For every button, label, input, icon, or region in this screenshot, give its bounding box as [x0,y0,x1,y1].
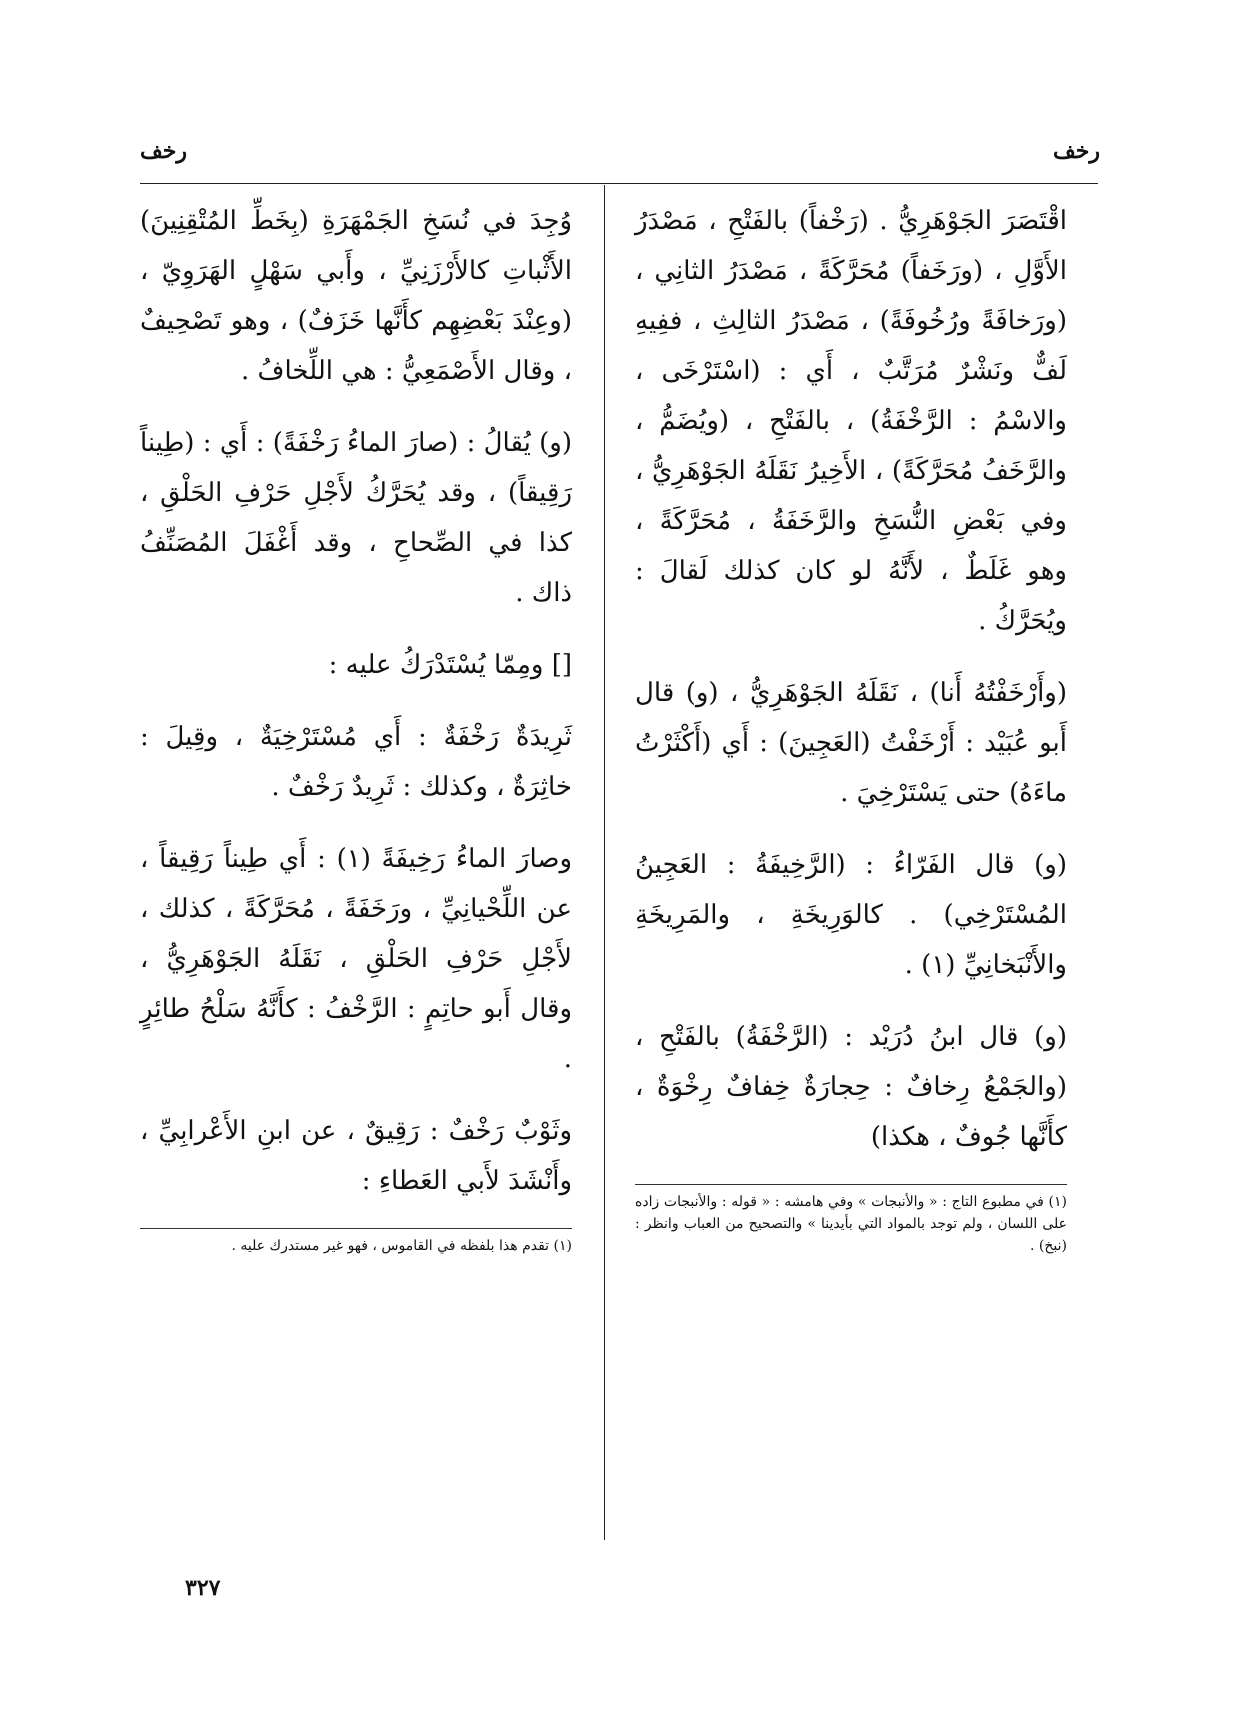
footnote-rule [140,1228,572,1229]
entry-paragraph: (و) قال الفَرّاءُ : (الرَّخِيفَةُ : العَجِينُ المُسْتَرْخِي) . كالوَرِيخَةِ ، والمَرِيخَةِ والأَنْبَخانِيِّ (١) . [635,850,1067,980]
entry-paragraph: وصارَ الماءُ رَخِيفَةً (١) : أَي طِيناً رَقِيقاً ، عن اللِّحْيانِيِّ ، ورَخَفَةً ، مُحَرَّكَةً ، كذلك ، لأَجْلِ حَرْفِ الحَلْقِ ، نَقَلَهُ الجَوْهَرِيُّ ، وقال أَبو حاتِمٍ : الرَّخْفُ : كأَنَّهُ سَلْحُ طائِرٍ . [140,844,573,1074]
page-header [140,138,1100,178]
entry-paragraph: ثَرِيدَةٌ رَخْفَةٌ : أَي مُسْتَرْخِيَةٌ ، وقِيلَ : خاثِرَةٌ ، وكذلك : ثَرِيدٌ رَخْفٌ . [140,722,572,802]
footnote: (١) تقدم هذا بلفظه في القاموس ، فهو غير مستدرك عليه . [231,1238,572,1254]
footnote-rule [635,1184,1067,1185]
entry-paragraph: وثَوْبٌ رَخْفٌ : رَقِيقٌ ، عن ابنِ الأَعْرابِيِّ ، وأَنْشَدَ لأَبي العَطاءِ : [140,1116,572,1196]
running-head-right: رخف [1053,138,1100,164]
header-rule [140,183,1098,184]
right-column [635,196,1067,1257]
column-divider [604,185,605,1540]
entry-paragraph: اقْتَصَرَ الجَوْهَرِيُّ . (رَخْفاً) بالفَتْحِ ، مَصْدَرُ الأَوَّلِ ، (ورَخَفاً) مُحَرَّكَةً ، مَصْدَرُ الثانِي ، (ورَخافَةً ورُخُوفَةً) ، مَصْدَرُ الثالِثِ ، ففِيهِ لَفٌّ ونَشْرٌ مُرَتَّبٌ ، أَي : (اسْتَرْخَى ، والاسْمُ : الرَّخْفَةُ) ، بالفَتْحِ ، (ويُضَمُّ ، والرَّخَفُ مُحَرَّكَةً) ، الأَخِيرُ نَقَلَهُ الجَوْهَرِيُّ ، وفي بَعْضِ النُّسَخِ والرَّخَفَةُ ، مُحَرَّكَةً ، وهو غَلَطٌ ، لأَنَّهُ لو كان كذلك لَقالَ : ويُحَرَّكُ . [635,206,1067,636]
running-head-left: رخف [140,138,187,164]
footnote: (١) في مطبوع التاج : « والأنبجات » وفي هامشه : « قوله : والأنبجات زاده على اللسان ، ولم توجد بالمواد التي بأيدينا » والتصحيح من العباب وانظر : (نبخ) . [635,1194,1067,1254]
entry-paragraph: (وأَرْخَفْتُهُ أَنا) ، نَقَلَهُ الجَوْهَرِيُّ ، (و) قال أَبو عُبَيْد : أَرْخَفْتُ (العَجِينَ) : أَي (أَكْثَرْتُ ماءَهُ) حتى يَسْتَرْخِيَ . [635,678,1067,808]
entry-paragraph: وُجِدَ في نُسَخِ الجَمْهَرَةِ (بِخَطِّ المُتْقِنِينَ) الأَثْباتِ كالأَرْزَنِيِّ ، وأَبي سَهْلٍ الهَرَوِيّ ، (وعِنْدَ بَعْضِهِم كأَنَّها خَزَفٌ) ، وهو تَصْحِيفٌ ، وقال الأَصْمَعِيُّ : هي اللِّخافُ . [140,206,572,386]
entry-paragraph: (و) يُقالُ : (صارَ الماءُ رَخْفَةً) : أَي : (طِيناً رَقِيقاً) ، وقد يُحَرَّكُ لأَجْلِ حَرْفِ الحَلْقِ ، كذا في الصِّحاحِ ، وقد أَغْفَلَ المُصَنِّفُ ذاك . [140,428,572,608]
left-column [140,196,572,1257]
entry-paragraph: [] ومِمّا يُسْتَدْرَكُ عليه : [328,650,572,680]
entry-paragraph: (و) قال ابنُ دُرَيْد : (الرَّخْفَةُ) بالفَتْحِ ، (والجَمْعُ رِخافٌ : حِجارَةٌ خِفافٌ رِخْوَةٌ ، كأَنَّها جُوفٌ ، هكذا) [635,1022,1067,1152]
page-number: ٣٢٧ [185,1575,221,1601]
